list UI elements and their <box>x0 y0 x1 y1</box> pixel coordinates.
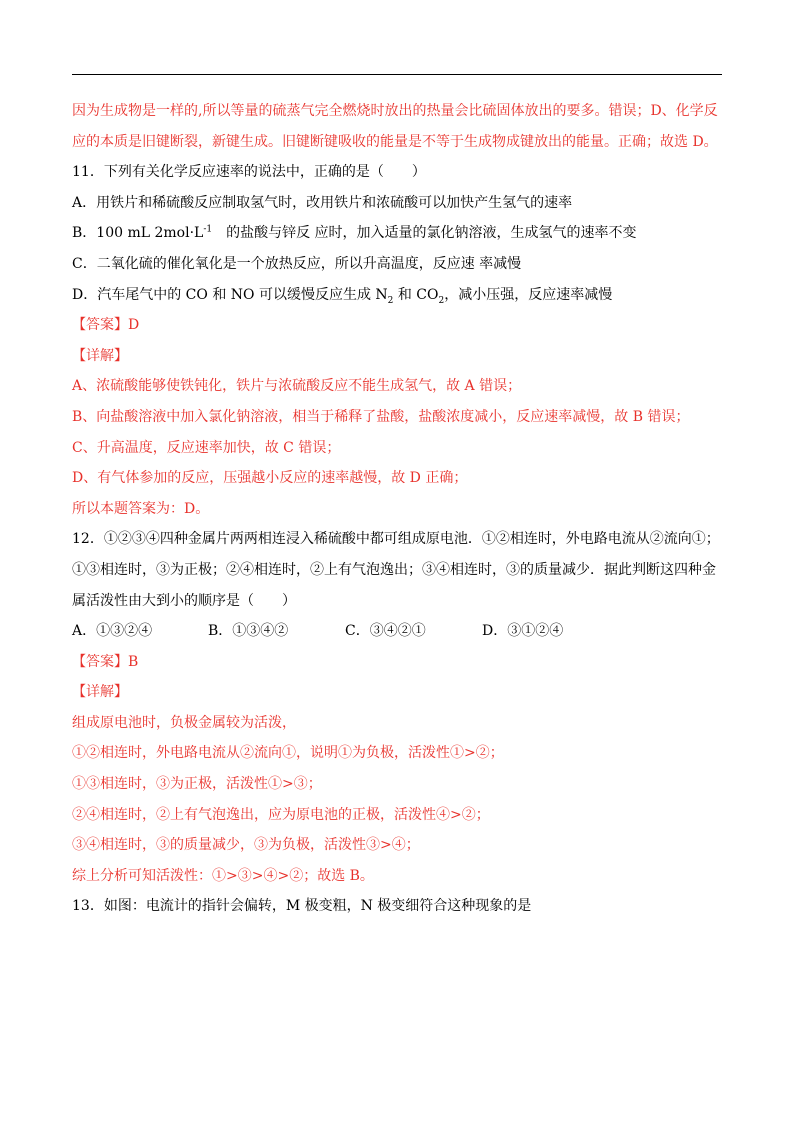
q12-option-d: D．③①②④ <box>482 623 564 640</box>
q11-answer-value: D <box>128 317 140 334</box>
q11-option-b-rest: 的盐酸与锌反 应时，加入适量的氯化钠溶液，生成氢气的速率不变 <box>212 225 637 242</box>
q11-option-b-superscript: -1 <box>203 224 213 235</box>
q11-option-d-rest: ，减小压强，反应速率减慢 <box>444 286 613 303</box>
q12-detail-line: 综上分析可知活泼性：①>③>④>②；故选 B。 <box>72 867 374 884</box>
q12-detail-line: ③④相连时，③的质量减少，③为负极，活泼性③>④； <box>72 837 420 854</box>
q11-answer <box>72 310 724 341</box>
q11-option-b <box>72 218 724 249</box>
q11-option-d-mid: 和 CO <box>393 286 439 303</box>
q12-option-a: A．①③②④ <box>72 623 153 640</box>
q11-option-b-text: B．100 mL 2mol·L <box>72 225 204 242</box>
q11-stem: 11．下列有关化学反应速率的说法中，正确的是（ ） <box>72 164 426 181</box>
q11-detail-line: B、向盐酸溶液中加入氯化钠溶液，相当于稀释了盐酸，盐酸浓度减小，反应速率减慢，故 B 错误； <box>72 408 690 425</box>
q10-explanation-line-1: 因为生成物是一样的,所以等量的硫蒸气完全燃烧时放出的热量会比硫固体放出的要多。错误；D、化学反 <box>72 103 718 119</box>
q11-option-a: A．用铁片和稀硫酸反应制取氢气时，改用铁片和浓硫酸可以加快产生氢气的速率 <box>72 194 573 211</box>
q11-option-d-subscript-2: 2 <box>438 295 445 306</box>
q11-answer-tag: 【答案】 <box>72 317 128 334</box>
q12-stem-line-2: ①③相连时，③为正极；②④相连时，②上有气泡逸出；③④相连时，③的质量减少．据此判断这四种金 <box>72 561 716 578</box>
q11-detail-line: A、浓硫酸能够使铁钝化，铁片与浓硫酸反应不能生成氢气，故 A 错误； <box>72 378 522 395</box>
q11-detail-tag: 【详解】 <box>72 347 128 364</box>
q12-detail-tag: 【详解】 <box>72 684 128 701</box>
q12-option-c: C．③④②① <box>345 623 426 640</box>
q12-option-b: B．①③④② <box>208 623 289 640</box>
q12-detail-line: ②④相连时，②上有气泡逸出，应为原电池的正极，活泼性④>②； <box>72 806 490 823</box>
q12-options <box>72 616 724 647</box>
q12-answer-value: B <box>128 653 139 670</box>
document-body <box>72 96 724 922</box>
q11-detail-line: D、有气体参加的反应，压强越小反应的速率越慢，故 D 正确； <box>72 470 468 487</box>
q12-stem-line-1: 12．①②③④四种金属片两两相连浸入稀硫酸中都可组成原电池．①②相连时，外电路电流从②流向①； <box>72 531 720 548</box>
q12-answer-tag: 【答案】 <box>72 653 128 670</box>
q12-answer <box>72 647 724 678</box>
q12-stem-line-3: 属活泼性由大到小的顺序是（ ） <box>72 592 296 609</box>
q12-detail-line: ①②相连时，外电路电流从②流向①，说明①为负极，活泼性①>②； <box>72 745 504 762</box>
q12-detail-line: ①③相连时，③为正极，活泼性①>③； <box>72 776 322 793</box>
q12-detail-line: 组成原电池时，负极金属较为活泼， <box>72 714 296 731</box>
q11-detail-line: 所以本题答案为：D。 <box>72 500 210 517</box>
q11-option-c: C．二氧化硫的催化氧化是一个放热反应，所以升高温度，反应速 率减慢 <box>72 255 522 272</box>
q11-option-d-text: D．汽车尾气中的 CO 和 NO 可以缓慢反应生成 N <box>72 286 388 303</box>
q11-option-d <box>72 280 724 311</box>
q10-explanation-line-2: 应的本质是旧键断裂，新键生成。旧键断键吸收的能量是不等于生成物成键放出的能量。正确；故选 D。 <box>72 133 718 150</box>
q11-option-d-subscript-1: 2 <box>387 295 394 306</box>
q11-detail-line: C、升高温度，反应速率加快，故 C 错误； <box>72 439 341 456</box>
header-rule <box>72 74 722 75</box>
q13-stem: 13．如图：电流计的指针会偏转，M 极变粗，N 极变细符合这种现象的是 <box>72 898 532 915</box>
